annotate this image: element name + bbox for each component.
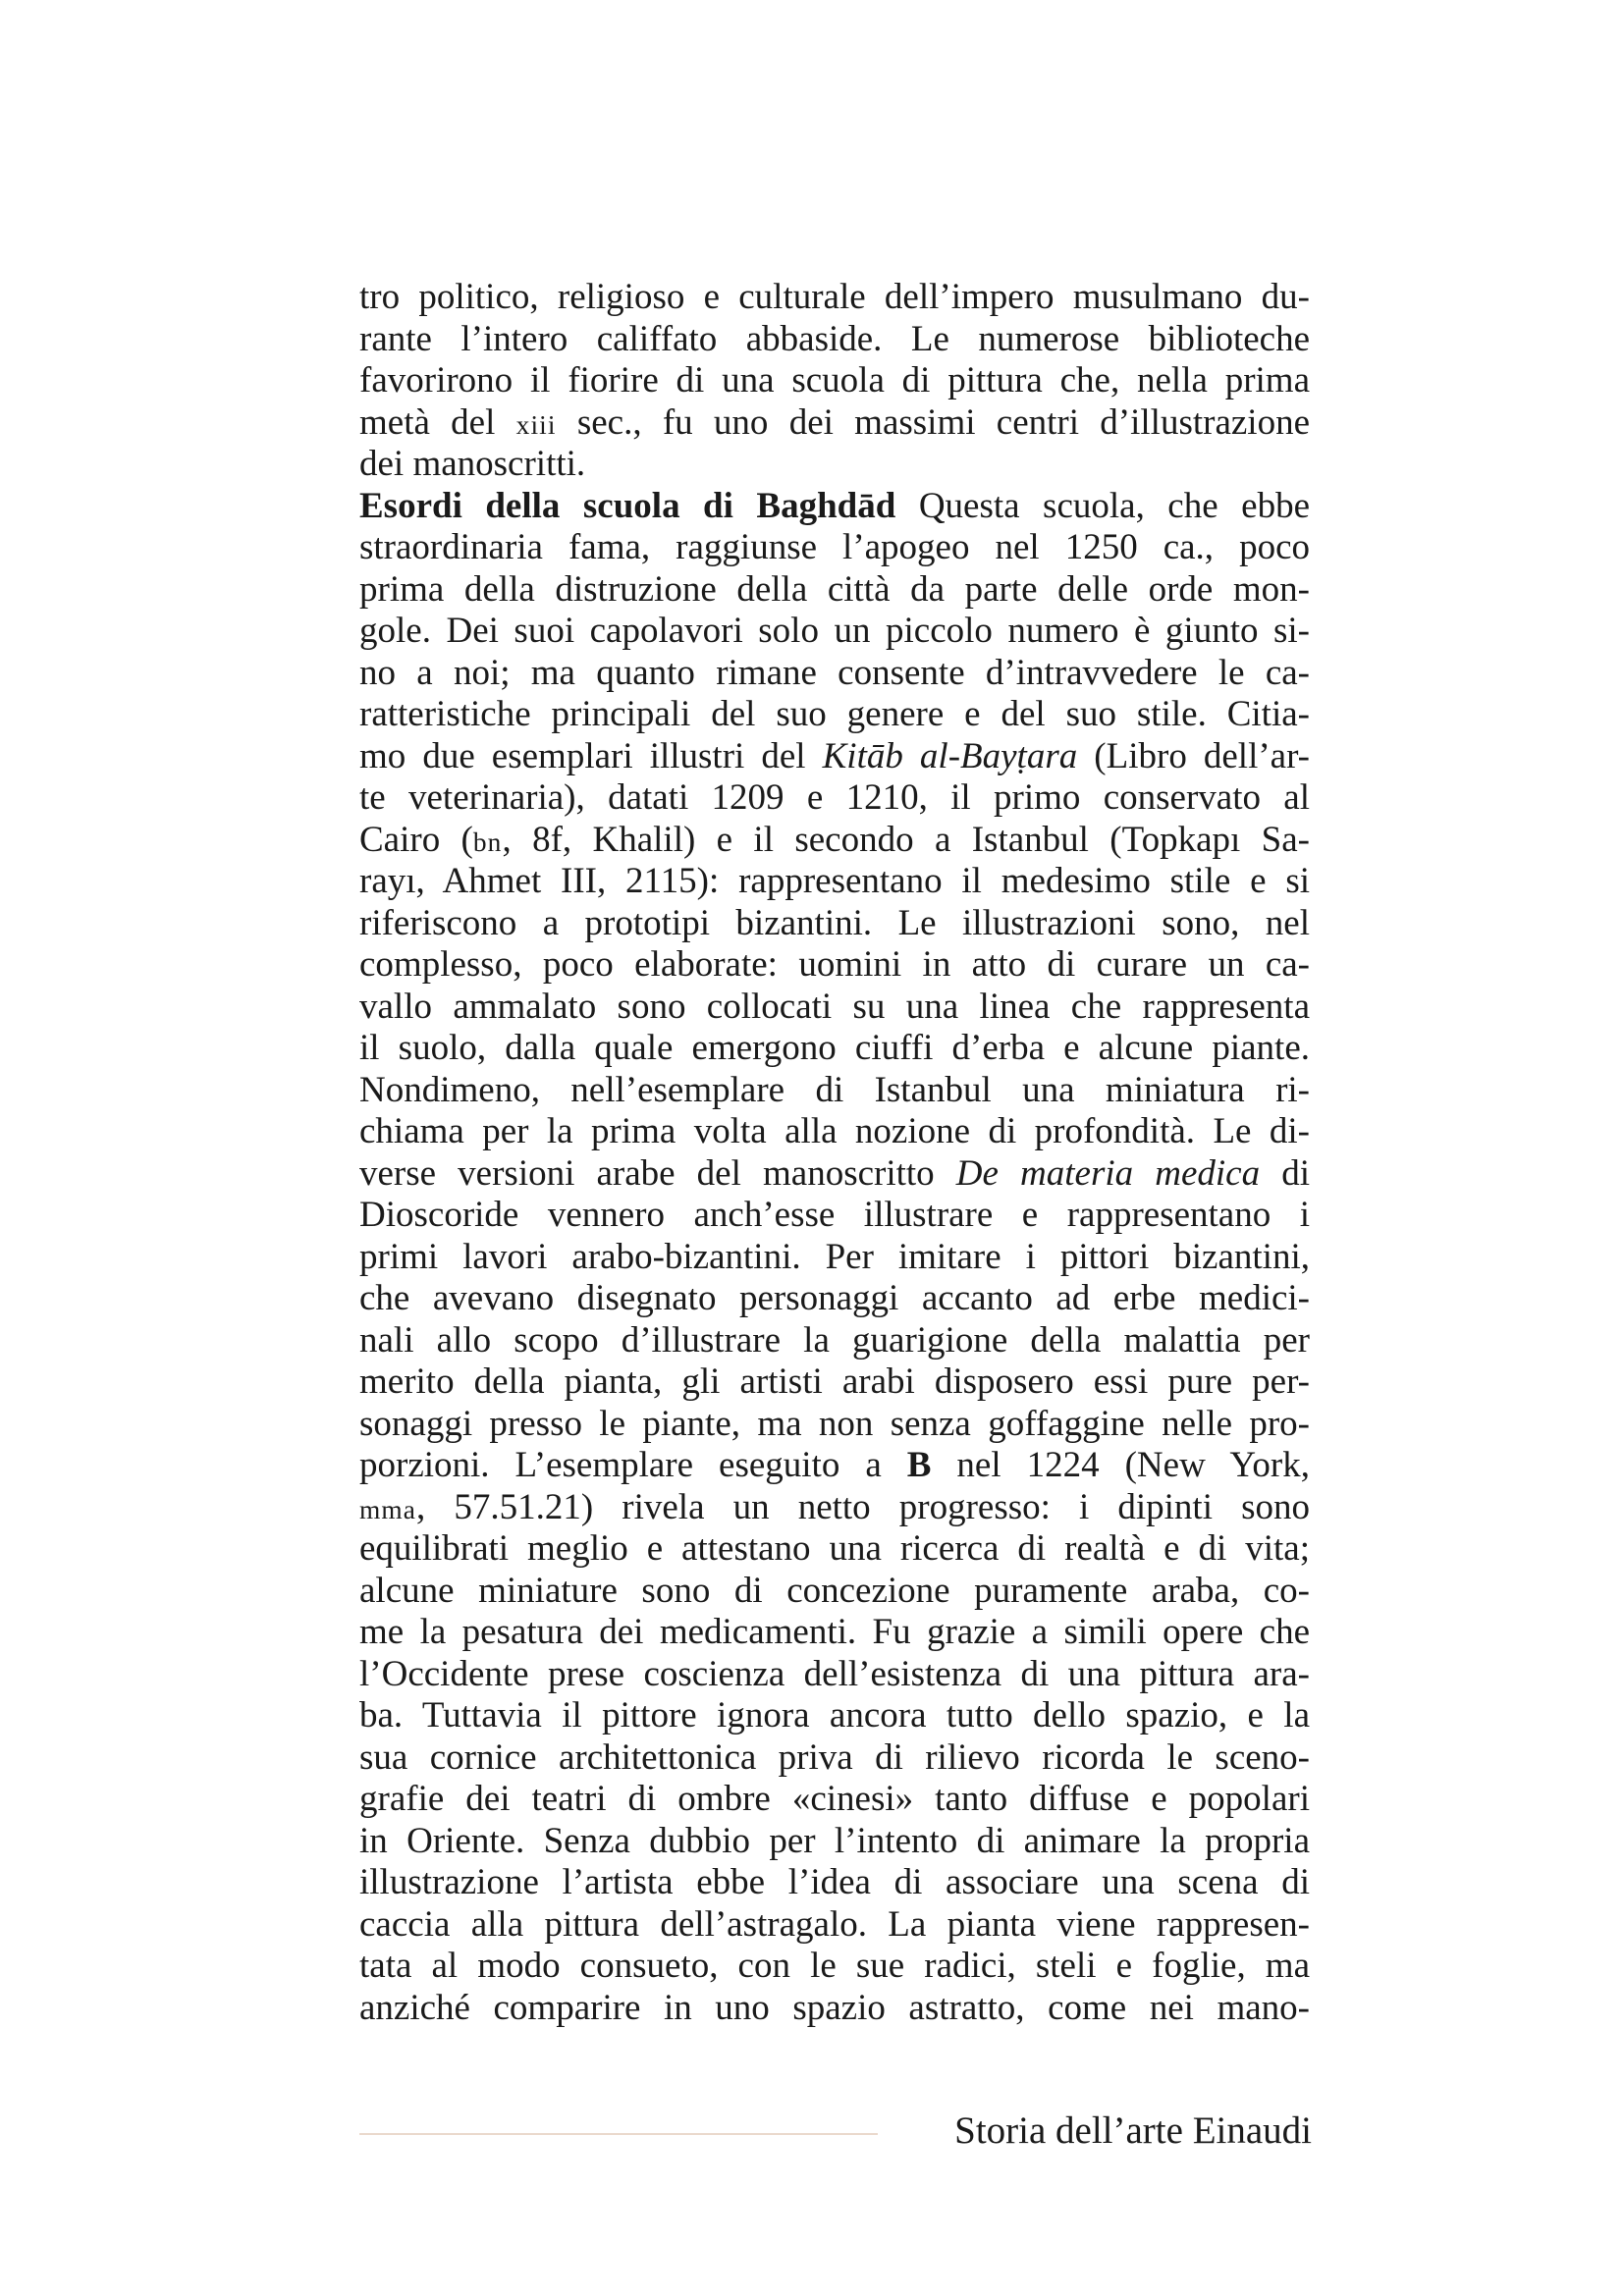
text-line [359,1737,1310,1780]
text-run: nali allo scopo d’illustrare la guarigione della malattia per [359,1319,1310,1361]
text-run: vallo ammalato sono collocati su una linea che rappresenta [359,986,1310,1027]
text-run: l’Occidente prese coscienza dell’esistenza di una pittura ara- [359,1653,1310,1694]
text-run: Questa scuola, che ebbe [895,485,1310,526]
text-line [359,1904,1310,1947]
text-run: straordinaria fama, raggiunse l’apogeo nel 1250 ca., poco [359,527,1310,567]
text-run: riferiscono a prototipi bizantini. Le illustrazioni sono, nel [359,902,1310,943]
text-line [359,1320,1310,1362]
text-run: rante l’intero califfato abbaside. Le numerose biblioteche [359,318,1310,359]
small-caps-run: mma [359,1494,417,1524]
text-line [359,1946,1310,1988]
text-run: chiama per la prima volta alla nozione di profondità. Le di- [359,1111,1310,1151]
text-line [359,820,1310,862]
text-line [359,777,1310,820]
small-caps-run: xiii [515,409,557,440]
text-run: in Oriente. Senza dubbio per l’intento di animare la propria [359,1820,1310,1861]
text-line [359,1821,1310,1863]
text-run: no a noi; ma quanto rimane consente d’intravvedere le ca- [359,652,1310,693]
text-run: , 8f, Khalil) e il secondo a Istanbul (Topkapı Sa- [502,819,1310,860]
text-line [359,1028,1310,1070]
text-run: Cairo ( [359,819,473,860]
text-line [359,1153,1310,1196]
footer-divider [359,2133,878,2135]
text-run: che avevano disegnato personaggi accanto ad erbe medici- [359,1278,1310,1318]
text-line [359,1612,1310,1654]
text-run: alcune miniature sono di concezione puramente araba, co- [359,1570,1310,1611]
text-line [359,1278,1310,1320]
text-run: sua cornice architettonica priva di rilievo ricorda le sceno- [359,1736,1310,1778]
bold-run: B [906,1445,932,1485]
text-line [359,1528,1310,1571]
text-line [359,944,1310,987]
text-line [359,527,1310,569]
text-run: prima della distruzione della città da parte delle orde mon- [359,568,1310,610]
text-run: metà del [359,401,516,443]
text-run: , 57.51.21) rivela un netto progresso: i dipinti sono [416,1486,1310,1527]
text-run: tro politico, religioso e culturale dell’impero musulmano du- [359,277,1310,317]
text-line [359,486,1310,528]
text-run: nel 1224 (New York, [931,1445,1310,1485]
text-run: me la pesatura dei medicamenti. Fu grazie a simili opere che [359,1612,1310,1652]
text-line [359,1862,1310,1904]
text-line [359,1988,1310,2030]
text-run: gole. Dei suoi capolavori solo un piccolo numero è giunto si- [359,611,1310,651]
text-line [359,903,1310,945]
text-run: complesso, poco elaborate: uomini in atto di curare un ca- [359,944,1310,985]
text-line [359,1779,1310,1821]
text-run: rayı, Ahmet III, 2115): rappresentano il medesimo stile e si [359,861,1310,901]
page-body-text [359,277,1310,2029]
text-run: Dioscoride vennero anch’esse illustrare e rappresentano i [359,1195,1310,1235]
footer-title: Storia dell’arte Einaudi [954,2109,1312,2152]
text-line [359,569,1310,612]
text-line [359,1654,1310,1696]
text-line [359,1111,1310,1153]
text-run: di [1260,1152,1310,1194]
text-line [359,360,1310,402]
text-run: (Libro dell’ar- [1077,735,1310,776]
text-run: sec., fu uno dei massimi centri d’illustrazione [556,401,1310,443]
text-run: merito della pianta, gli artisti arabi disposero essi pure per- [359,1362,1310,1402]
italic-run: De materia medica [955,1152,1261,1194]
text-line [359,444,1310,486]
text-line [359,611,1310,653]
text-run: verse versioni arabe del manoscritto [359,1152,956,1194]
text-line [359,1445,1310,1487]
text-line [359,694,1310,736]
text-line [359,277,1310,319]
bold-run: Esordi della scuola di Baghdād [359,485,896,526]
text-run: primi lavori arabo-bizantini. Per imitare i pittori bizantini, [359,1236,1310,1277]
text-line [359,1571,1310,1613]
text-run: ratteristiche principali del suo genere e del suo stile. Citia- [359,694,1310,734]
text-line [359,1237,1310,1279]
text-run: porzioni. L’esemplare eseguito a [359,1445,907,1485]
text-run: anziché comparire in uno spazio astratto, come nei mano- [359,1987,1310,2028]
text-line [359,1362,1310,1404]
text-line [359,319,1310,361]
text-run: illustrazione l’artista ebbe l’idea di associare una scena di [359,1862,1310,1902]
text-run: favorirono il fiorire di una scuola di pittura che, nella prima [359,360,1310,400]
text-line [359,1070,1310,1112]
text-line [359,653,1310,695]
text-line [359,987,1310,1029]
text-run: equilibrati meglio e attestano una ricerca di realtà e di vita; [359,1528,1310,1569]
italic-run: Kitāb al-Bayṭara [822,735,1078,776]
text-run: mo due esemplari illustri del [359,735,823,776]
text-run: dei manoscritti. [359,444,586,484]
text-run: grafie dei teatri di ombre «cinesi» tanto diffuse e popolari [359,1779,1310,1819]
text-line [359,402,1310,445]
text-run: ba. Tuttavia il pittore ignora ancora tutto dello spazio, e la [359,1695,1310,1735]
text-line [359,1487,1310,1529]
text-run: Nondimeno, nell’esemplare di Istanbul una miniatura ri- [359,1069,1310,1110]
text-line [359,1404,1310,1446]
text-run: sonaggi presso le piante, ma non senza goffaggine nelle pro- [359,1403,1310,1444]
text-run: tata al modo consueto, con le sue radici, steli e foglie, ma [359,1946,1310,1986]
text-line [359,1695,1310,1737]
text-run: il suolo, dalla quale emergono ciuffi d’erba e alcune piante. [359,1028,1310,1068]
text-line [359,1195,1310,1237]
text-run: te veterinaria), datati 1209 e 1210, il primo conservato al [359,777,1310,818]
text-line [359,861,1310,903]
text-line [359,736,1310,778]
small-caps-run: bn [472,827,503,857]
text-run: caccia alla pittura dell’astragalo. La pianta viene rappresen- [359,1903,1310,1945]
